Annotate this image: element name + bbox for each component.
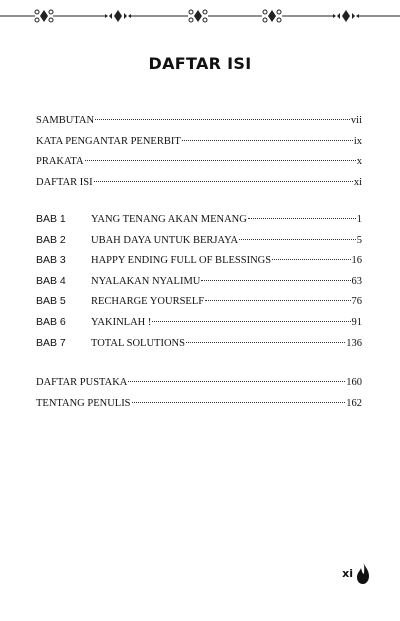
toc-entry-page: ix xyxy=(353,135,362,147)
toc-entry-label: SAMBUTAN xyxy=(36,115,95,126)
dot-leader xyxy=(205,300,350,301)
toc-entry[interactable] xyxy=(36,115,362,136)
toc-entry-label: HAPPY ENDING FULL OF BLESSINGS xyxy=(91,255,272,267)
dot-leader xyxy=(85,160,356,161)
toc-entry-label: YAKINLAH ! xyxy=(91,316,152,328)
toc-chapter-entry[interactable] xyxy=(36,275,362,296)
dot-leader xyxy=(201,280,350,281)
toc-entry-page: 160 xyxy=(346,377,362,388)
dot-leader xyxy=(95,119,350,120)
dot-leader xyxy=(239,239,356,240)
toc-entry-page: 1 xyxy=(356,214,362,225)
dot-leader xyxy=(94,181,353,182)
toc-chapter-entry[interactable] xyxy=(36,234,362,255)
toc-entry-label: DAFTAR ISI xyxy=(36,176,93,188)
toc-entry[interactable] xyxy=(36,136,362,157)
flame-icon xyxy=(356,562,370,584)
dot-leader xyxy=(186,342,345,343)
chapter-number: BAB 3 xyxy=(36,254,66,267)
toc-entry-label: DAFTAR PUSTAKA xyxy=(36,377,128,388)
page-title: DAFTAR ISI xyxy=(148,54,252,73)
dot-leader xyxy=(132,402,346,403)
toc-entry-label: YANG TENANG AKAN MENANG xyxy=(91,214,247,225)
dot-leader xyxy=(272,259,350,260)
chapter-number: BAB 6 xyxy=(36,315,66,328)
toc-chapter-entry[interactable] xyxy=(36,337,362,358)
toc-entry-page: 76 xyxy=(351,296,362,308)
toc-chapter-entry[interactable] xyxy=(36,316,362,337)
toc-entry[interactable] xyxy=(36,377,362,398)
toc-chapter-entry[interactable] xyxy=(36,295,362,316)
toc-entry-label: KATA PENGANTAR PENERBIT xyxy=(36,135,181,147)
toc-entry-label: UBAH DAYA UNTUK BERJAYA xyxy=(91,234,239,246)
toc-front-matter xyxy=(36,115,362,197)
page-number: xi xyxy=(342,566,353,580)
dot-leader xyxy=(182,140,353,141)
toc-chapter-entry[interactable] xyxy=(36,254,362,275)
page-footer xyxy=(342,562,370,584)
ornament-divider xyxy=(0,4,400,28)
toc-entry-label: NYALAKAN NYALIMU xyxy=(91,275,201,287)
toc-entry-page: 16 xyxy=(351,255,362,267)
dot-leader xyxy=(152,321,350,322)
toc-entry-page: 136 xyxy=(346,337,362,349)
toc-entry-label: TOTAL SOLUTIONS xyxy=(91,337,185,349)
toc-entry-page: 63 xyxy=(351,275,362,287)
toc-back-matter xyxy=(36,377,362,418)
toc-entry[interactable] xyxy=(36,177,362,198)
chapter-number: BAB 1 xyxy=(36,213,66,225)
toc-entry-label: PRAKATA xyxy=(36,156,84,168)
toc-entry-label: RECHARGE YOURSELF xyxy=(91,296,205,308)
dot-leader xyxy=(128,381,345,382)
toc-chapters xyxy=(36,213,362,357)
chapter-number: BAB 2 xyxy=(36,233,66,246)
toc-chapter-entry[interactable] xyxy=(36,213,362,234)
dot-leader xyxy=(248,218,356,219)
toc-entry-page: vii xyxy=(350,115,362,126)
toc-entry-page: xi xyxy=(353,176,362,188)
toc-entry-page: 91 xyxy=(351,316,362,328)
toc-entry[interactable] xyxy=(36,398,362,419)
toc-entry-page: 5 xyxy=(356,234,362,246)
chapter-number: BAB 5 xyxy=(36,295,66,308)
toc-entry-page: x xyxy=(356,156,362,168)
chapter-number: BAB 4 xyxy=(36,274,66,287)
toc-entry[interactable] xyxy=(36,156,362,177)
toc-entry-label: TENTANG PENULIS xyxy=(36,397,131,409)
toc-entry-page: 162 xyxy=(346,397,362,409)
chapter-number: BAB 7 xyxy=(36,336,66,349)
